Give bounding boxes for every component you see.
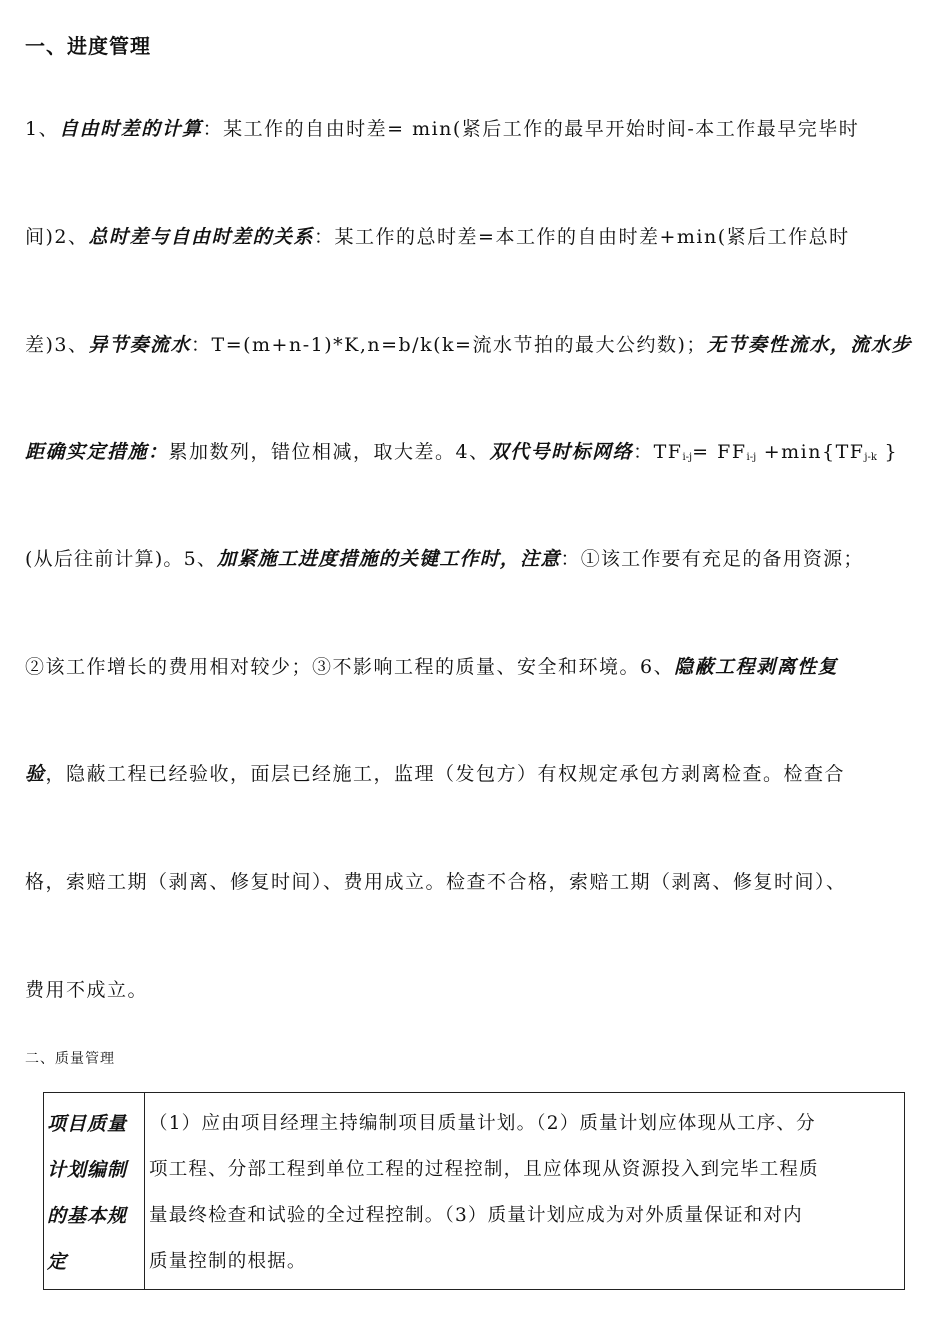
text-run: 1、 [25,118,60,140]
paragraph-line-7 [25,759,935,789]
text-run: ：某工作的总时差=本工作的自由时差+min(紧后工作总时 [314,226,850,248]
term-unequal-rhythm-flow: 异节奏流水 [88,334,192,356]
text-run: ：T=(m+n-1)*K,n=b/k(k=流水节拍的最大公约数)； [191,334,707,356]
paragraph-line-3 [25,330,935,360]
term-hidden-work-reinspection: 隐蔽工程剥离性复 [674,656,839,678]
paragraph-line-4 [25,437,935,473]
content-line: 量最终检查和试验的全过程控制。（3）质量计划应成为对外质量保证和对内 [149,1205,803,1226]
header-line: 项目质量 [47,1113,128,1135]
text-run: 差)3、 [25,334,89,356]
formula-run: ：TF [633,441,683,463]
text-run: ：①该工作要有充足的备用资源； [560,548,864,570]
content-line: 质量控制的根据。 [149,1251,307,1272]
term-time-scaled-network: 双代号时标网络 [489,441,634,463]
text-run: ：某工作的自由时差= min(紧后工作的最早开始时间-本工作最早完毕时 [202,118,860,140]
formula-subscript: i-j [746,452,757,463]
term-free-float: 自由时差的计算 [59,118,203,140]
term-crash-measures: 加紧施工进度措施的关键工作时，注意 [217,548,561,570]
term-non-rhythmic-flow: 无节奏性流水，流水步 [706,334,912,356]
text-run: 费用不成立。 [25,979,149,1001]
paragraph-line-8 [25,867,935,897]
text-run: 间)2、 [25,226,89,248]
text-run: ②该工作增长的费用相对较少；③不影响工程的质量、安全和环境。6、 [25,656,675,678]
paragraph-line-9 [25,975,935,1005]
formula-subscript: j-k [864,452,877,463]
content-line: 项工程、分部工程到单位工程的过程控制，且应体现从资源投入到完毕工程质 [149,1159,819,1180]
text-run: ，隐蔽工程已经验收，面层已经施工，监理（发包方）有权规定承包方剥离检查。检查合 [45,763,846,785]
text-run: (从后往前计算)。5、 [25,548,218,570]
quality-plan-table [43,1092,905,1290]
formula-run: = FF [692,441,747,463]
text-run: 累加数列，错位相减，取大差。4、 [168,441,490,463]
formula-run: +min{TF [756,441,865,463]
table-header-cell [44,1093,145,1289]
term-total-float-relation: 总时差与自由时差的关系 [88,226,315,248]
term-spacing-method: 距确实定措施： [25,441,169,463]
header-line: 定 [47,1251,68,1273]
paragraph-line-1 [25,114,935,144]
table-content-cell [145,1093,904,1289]
paragraph-line-6 [25,652,935,682]
section-title-schedule: 一、进度管理 [25,34,151,58]
section-title-quality: 二、质量管理 [25,1051,115,1067]
header-line: 的基本规 [47,1205,128,1227]
header-line: 计划编制 [47,1159,128,1181]
paragraph-line-5 [25,544,935,574]
term-inspection: 验 [25,763,46,785]
text-run: 格，索赔工期（剥离、修复时间）、费用成立。检查不合格，索赔工期（剥离、修复时间）、 [25,871,847,893]
formula-subscript: i-j [682,452,693,463]
formula-run: } [876,441,899,463]
paragraph-line-2 [25,222,935,252]
content-line: （1）应由项目经理主持编制项目质量计划。（2）质量计划应体现从工序、分 [149,1113,816,1134]
